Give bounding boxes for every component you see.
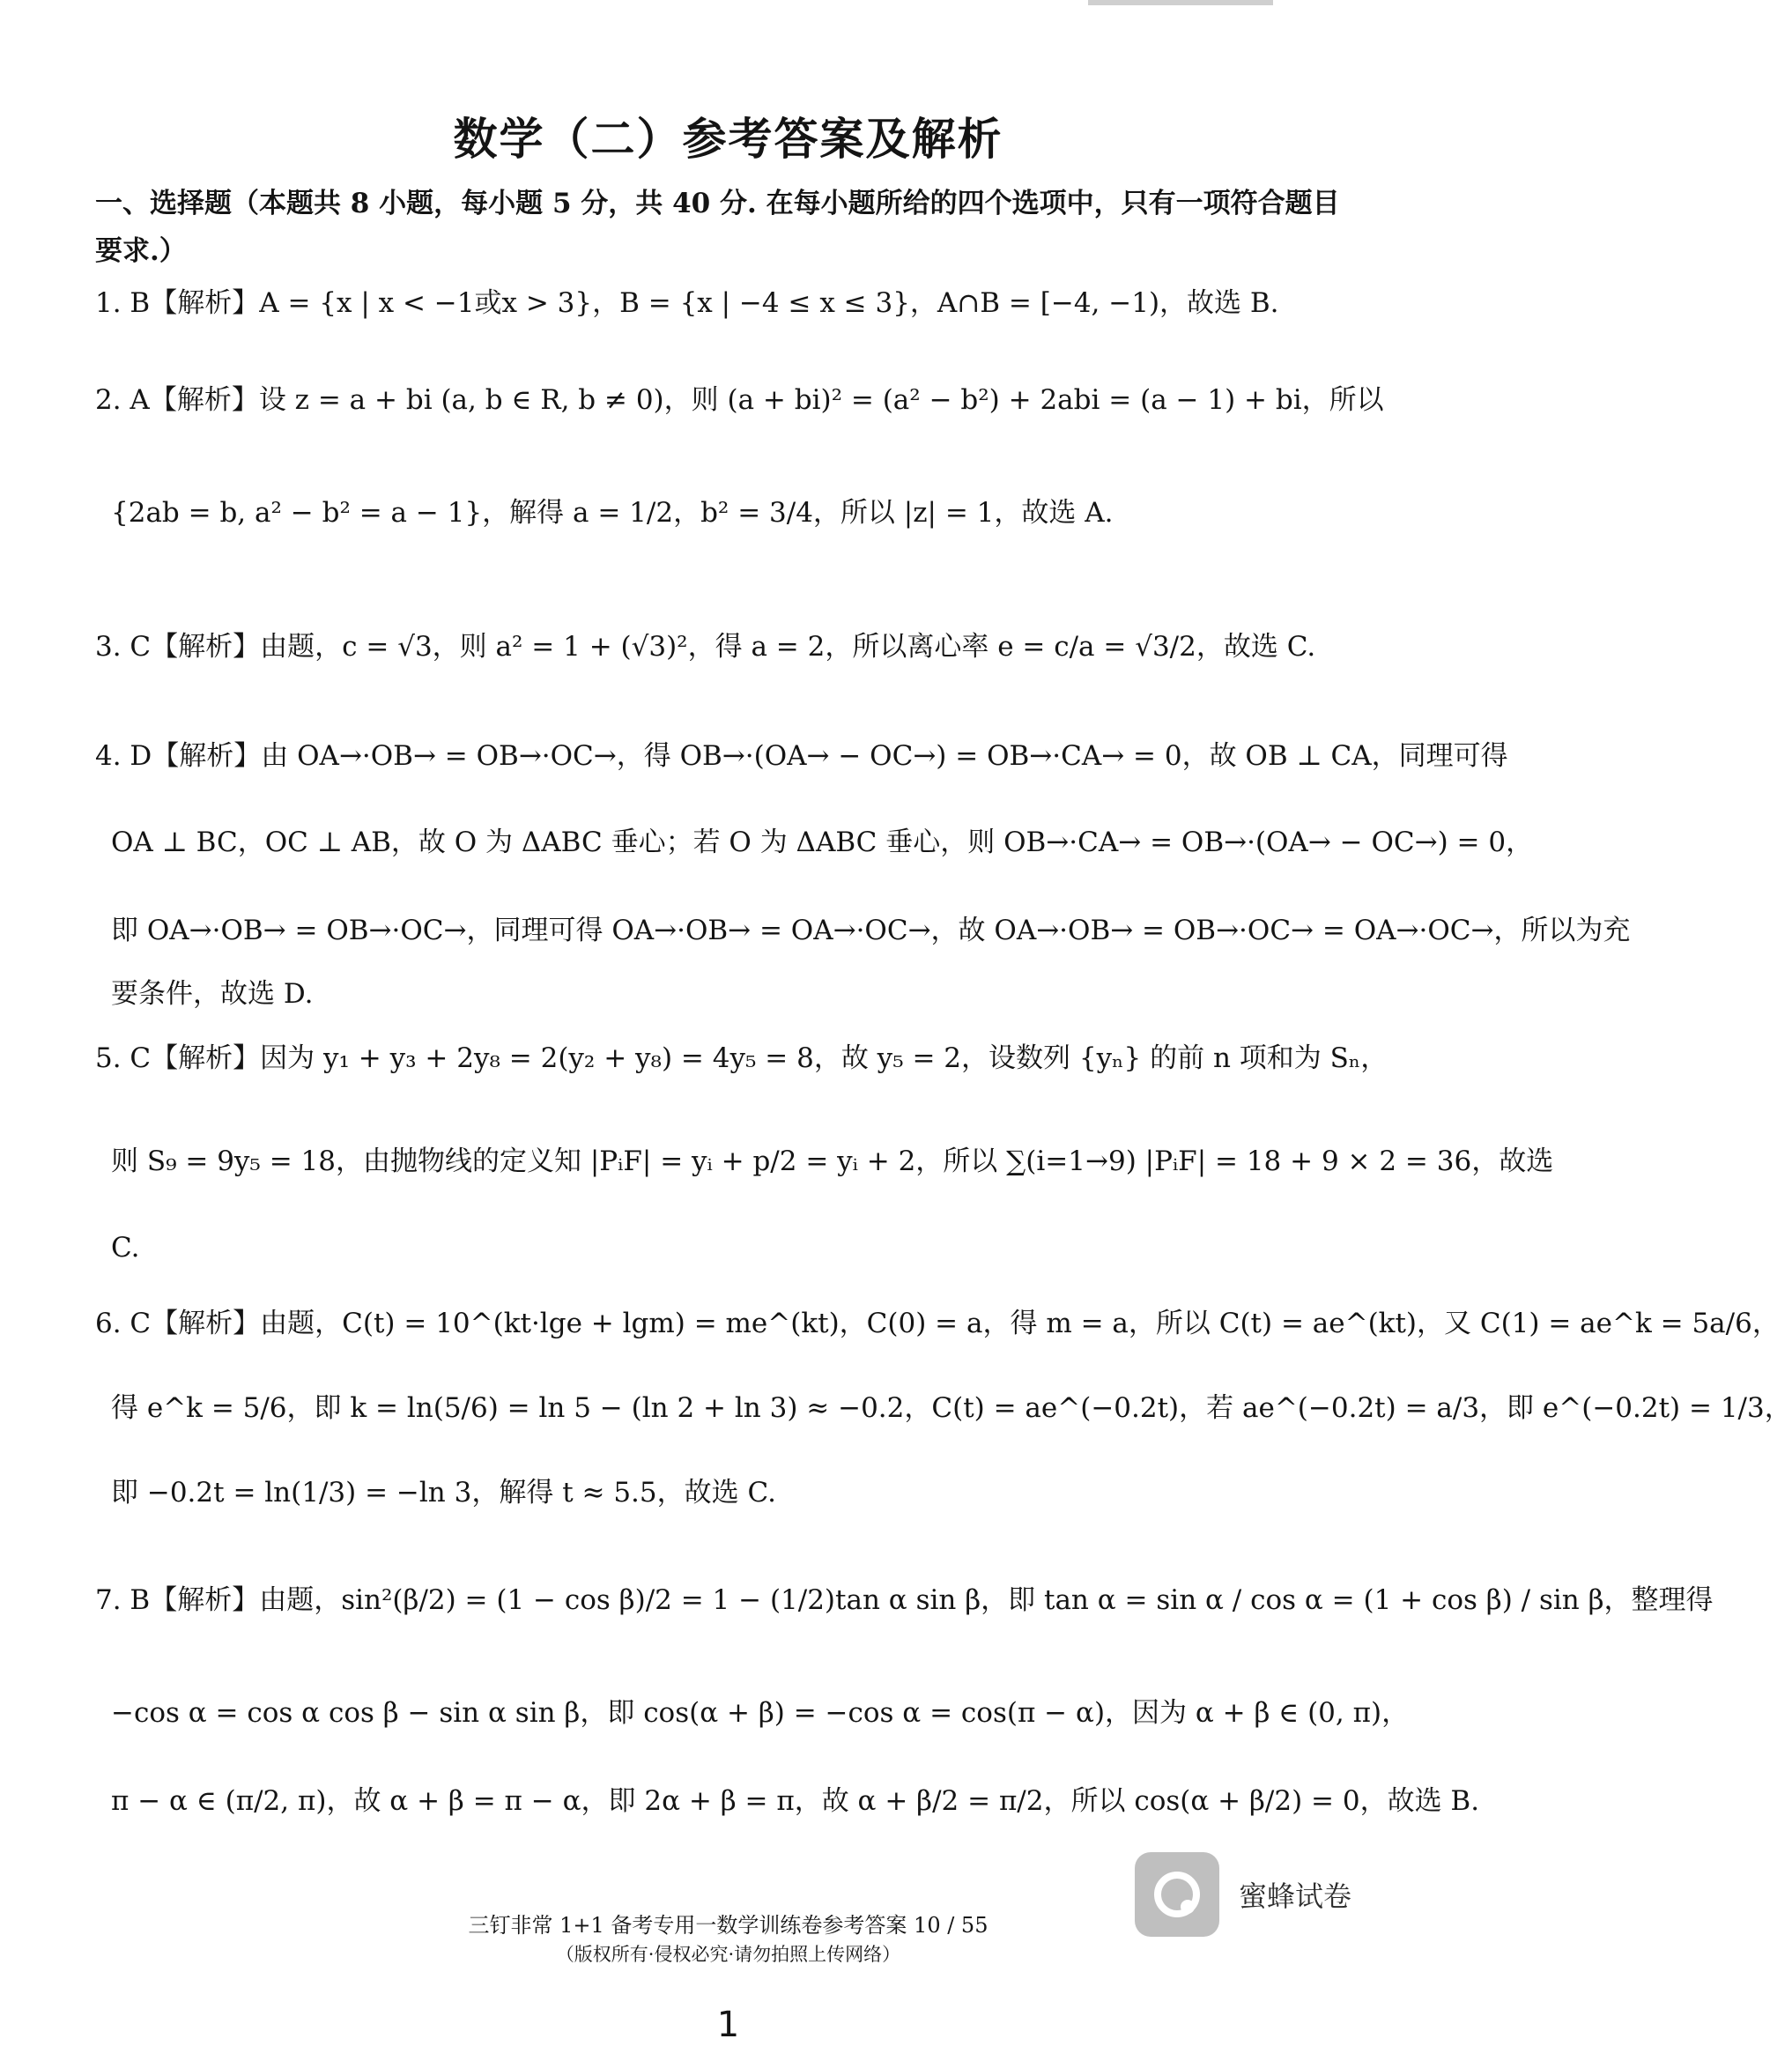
answer-5-line-2: 则 S₉ = 9y₅ = 18，由抛物线的定义知 |PᵢF| = yᵢ + p/2 = yᵢ + 2，所以 ∑(i=1→9) |PᵢF| = 18 + 9 × 2 = 36，故选 (111, 1145, 1554, 1177)
answer-2: 2. A【解析】设 z = a + bi (a, b ∈ R, b ≠ 0)，则 (a + bi)² = (a² − b²) + 2abi = (a − 1) + bi，所以 (95, 384, 1384, 416)
footer-title: 三钉非常 1+1 备考专用一数学训练卷参考答案 10 / 55 (468, 1913, 989, 1938)
answer-1: 1. B【解析】A = {x | x < −1或x > 3}，B = {x | −4 ≤ x ≤ 3}，A∩B = [−4, −1)，故选 B. (95, 287, 1279, 319)
answer-4: 4. D【解析】由 OA→·OB→ = OB→·OC→，得 OB→·(OA→ − OC→) = OB→·CA→ = 0，故 OB ⊥ CA，同理可得 (95, 740, 1508, 772)
answer-7-line-2: −cos α = cos α cos β − sin α sin β，即 cos(α + β) = −cos α = cos(π − α)，因为 α + β ∈ (0, π)， (111, 1697, 1410, 1729)
answer-5-line-3: C. (111, 1232, 140, 1264)
answer-4-line-2: OA ⊥ BC，OC ⊥ AB，故 O 为 ΔABC 垂心；若 O 为 ΔABC 垂心，则 OB→·CA→ = OB→·(OA→ − OC→) = 0， (111, 827, 1534, 858)
answer-6-line-2: 得 e^k = 5/6，即 k = ln(5/6) = ln 5 − (ln 2 + ln 3) ≈ −0.2，C(t) = ae^(−0.2t)，若 ae^(−0.2t) = a/3，即 e^(−0.2t) = 1/3， (111, 1392, 1792, 1424)
page-title: 数学（二）参考答案及解析 (453, 113, 1003, 165)
answer-4-line-4: 要条件，故选 D. (111, 978, 314, 1010)
answer-5: 5. C【解析】因为 y₁ + y₃ + 2y₈ = 2(y₂ + y₈) = 4y₅ = 8，故 y₅ = 2，设数列 {yₙ} 的前 n 项和为 Sₙ， (95, 1042, 1388, 1074)
section-heading: 一、选择题（本题共 8 小题，每小题 5 分，共 40 分. 在每小题所给的四个选项中，只有一项符合题目要求.） (95, 188, 1340, 267)
answer-7-line-3: π − α ∈ (π/2, π)，故 α + β = π − α，即 2α + β = π，故 α + β/2 = π/2，所以 cos(α + β/2) = 0，故选 B. (111, 1785, 1480, 1817)
answer-6-line-3: 即 −0.2t = ln(1/3) = −ln 3，解得 t ≈ 5.5，故选 C. (111, 1477, 776, 1509)
answer-3: 3. C【解析】由题，c = √3，则 a² = 1 + (√3)²，得 a = 2，所以离心率 e = c/a = √3/2，故选 C. (95, 631, 1316, 663)
answer-4-line-3: 即 OA→·OB→ = OB→·OC→，同理可得 OA→·OB→ = OA→·OC→，故 OA→·OB→ = OB→·OC→ = OA→·OC→，所以为充 (111, 915, 1631, 946)
footer-copyright: （版权所有·侵权必究·请勿拍照上传网络） (555, 1944, 901, 1965)
answer-2-system: {2ab = b, a² − b² = a − 1}，解得 a = 1/2，b² = 3/4，所以 |z| = 1，故选 A. (111, 497, 1114, 529)
watermark-text: 蜜蜂试卷 (1239, 1879, 1352, 1913)
answer-6: 6. C【解析】由题，C(t) = 10^(kt·lge + lgm) = me^(kt)，C(0) = a，得 m = a，所以 C(t) = ae^(kt)，又 C(1) = ae^k = 5a/6， (95, 1308, 1780, 1339)
scan-artifact (1088, 0, 1273, 5)
page-number: 1 (716, 2005, 740, 2045)
answer-7: 7. B【解析】由题，sin²(β/2) = (1 − cos β)/2 = 1 − (1/2)tan α sin β，即 tan α = sin α / cos α = (1 + cos β) / sin β，整理得 (95, 1584, 1714, 1616)
